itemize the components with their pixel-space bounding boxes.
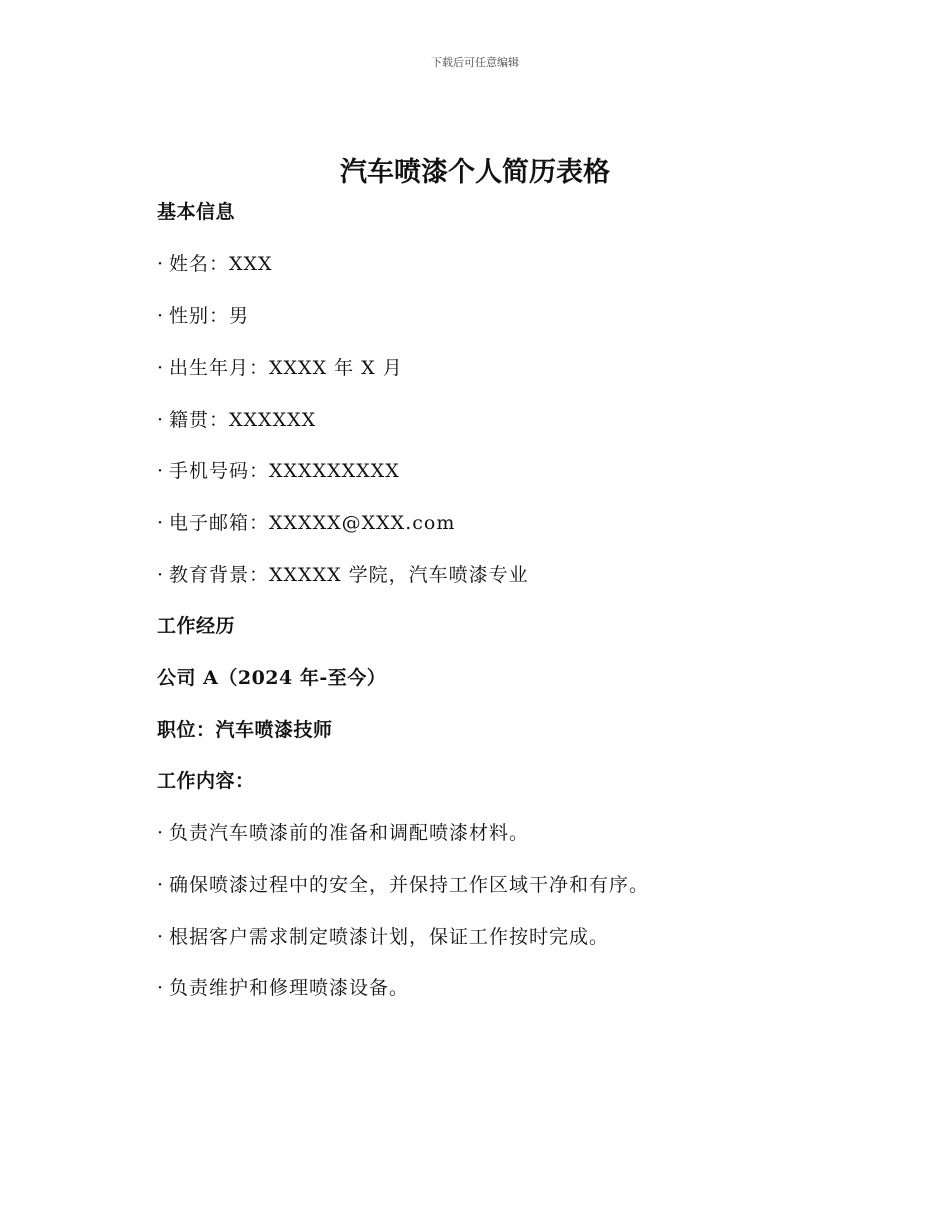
page-header: 下载后可任意编辑 (431, 56, 519, 69)
bullet-icon: · (157, 564, 165, 586)
info-item-hometown (157, 405, 316, 432)
info-item-text: 电子邮箱：XXXXX@XXX.com (169, 512, 456, 534)
bullet-icon: · (157, 926, 165, 948)
info-item-birth (157, 353, 403, 380)
duty-item (157, 922, 609, 949)
info-item-email (157, 508, 455, 535)
info-item-text: 性别：男 (169, 305, 250, 327)
info-item-text: 姓名：XXX (169, 253, 273, 275)
duty-text: 负责汽车喷漆前的准备和调配喷漆材料。 (169, 822, 530, 844)
position-line: 职位：汽车喷漆技师 (157, 719, 333, 741)
info-item-text: 教育背景：XXXXX 学院，汽车喷漆专业 (169, 564, 529, 586)
bullet-icon: · (157, 822, 165, 844)
duty-text: 根据客户需求制定喷漆计划，保证工作按时完成。 (169, 926, 610, 948)
info-item-name (157, 249, 273, 276)
company-line: 公司 A（2024 年-至今） (157, 667, 387, 689)
bullet-icon: · (157, 305, 165, 327)
duty-item (157, 973, 409, 1000)
section-heading-work: 工作经历 (157, 615, 236, 637)
info-item-phone (157, 456, 400, 483)
bullet-icon: · (157, 874, 165, 896)
work-content-heading: 工作内容： (157, 770, 255, 792)
section-heading-basic-info: 基本信息 (157, 201, 236, 223)
bullet-icon: · (157, 409, 165, 431)
bullet-icon: · (157, 977, 165, 999)
document-title: 汽车喷漆个人简历表格 (340, 157, 610, 188)
info-item-gender (157, 301, 249, 328)
info-item-education (157, 560, 529, 587)
bullet-icon: · (157, 357, 165, 379)
duty-item (157, 818, 529, 845)
duty-text: 确保喷漆过程中的安全，并保持工作区域干净和有序。 (169, 874, 650, 896)
duty-text: 负责维护和修理喷漆设备。 (169, 977, 410, 999)
bullet-icon: · (157, 512, 165, 534)
info-item-text: 籍贯：XXXXXX (169, 409, 317, 431)
bullet-icon: · (157, 460, 165, 482)
info-item-text: 手机号码：XXXXXXXXX (169, 460, 400, 482)
info-item-text: 出生年月：XXXX 年 X 月 (169, 357, 403, 379)
bullet-icon: · (157, 253, 165, 275)
duty-item (157, 870, 649, 897)
